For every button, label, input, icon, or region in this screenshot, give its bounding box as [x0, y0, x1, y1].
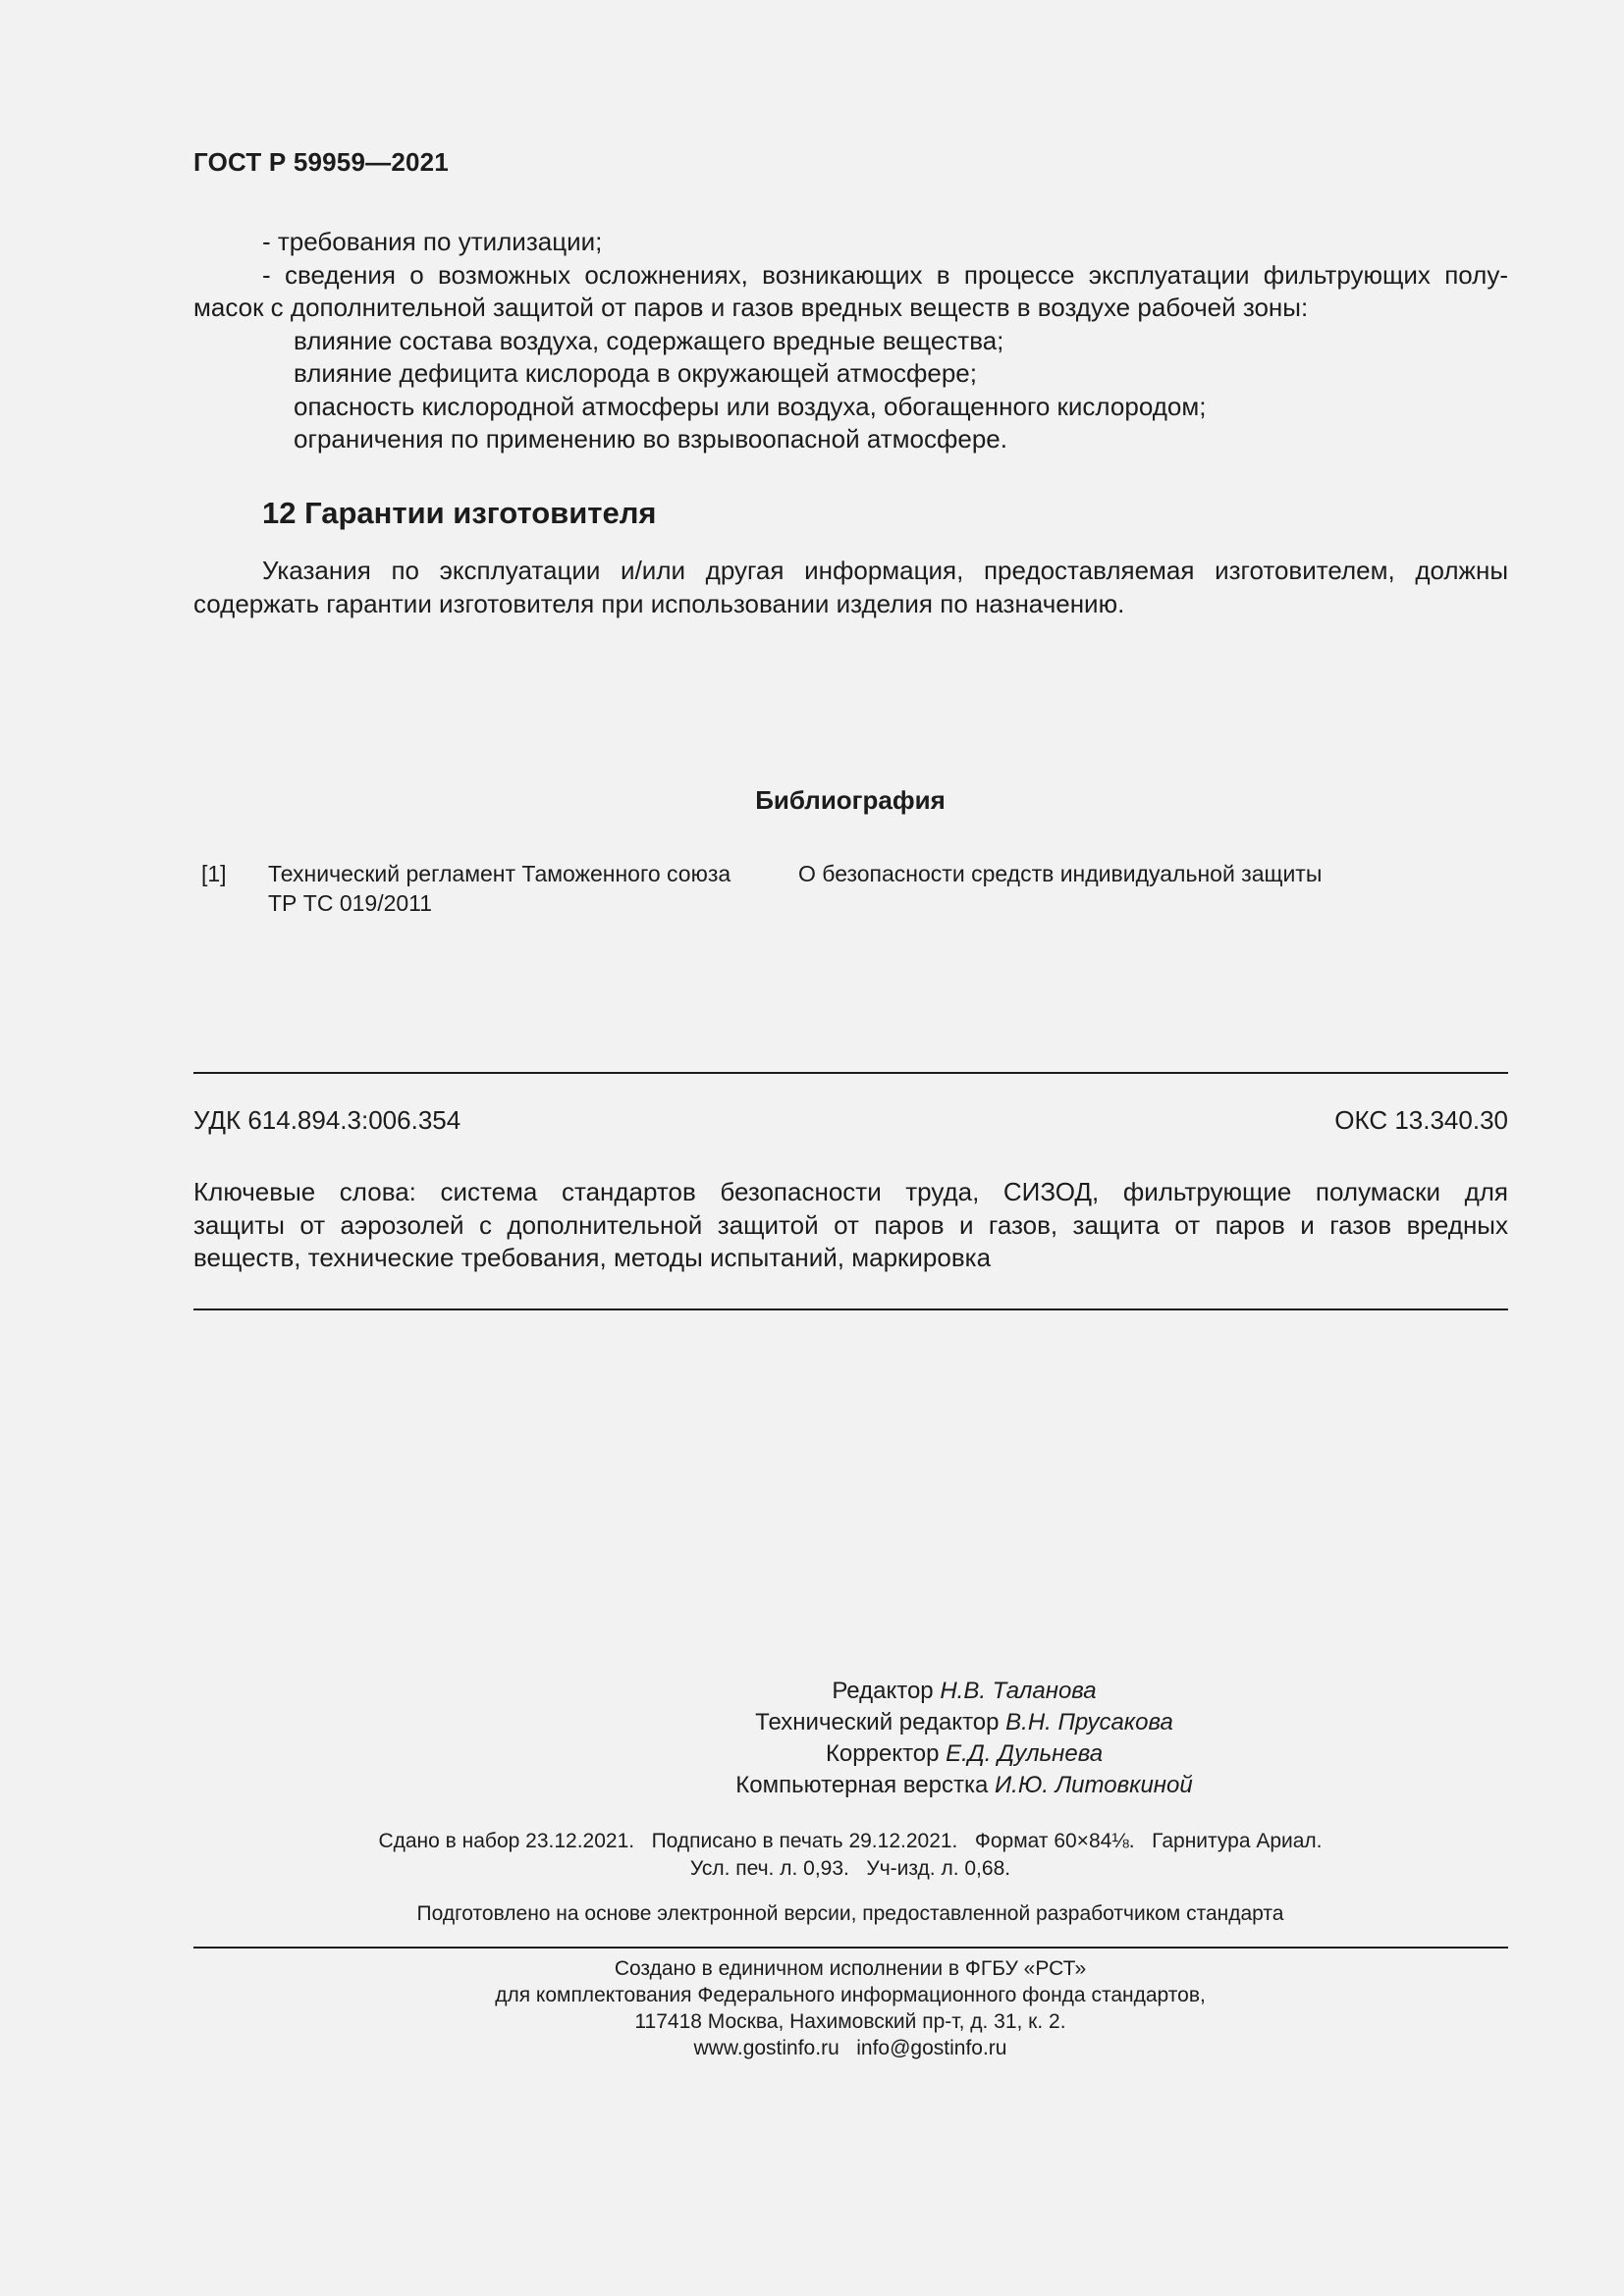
- bibliography-code: ТР ТС 019/2011: [268, 890, 433, 916]
- sub-list-item: опасность кислородной атмосферы или воздуха, обогащенного кислородом;: [294, 391, 1207, 421]
- credit-proofreader: [0, 1738, 1624, 1770]
- list-item: - требования по утилизации;: [262, 227, 603, 256]
- keywords-block: [193, 1176, 1508, 1275]
- credit-name: Н.В. Таланова: [940, 1678, 1097, 1704]
- divider-line: [193, 1947, 1508, 1949]
- credit-role: Редактор: [832, 1678, 934, 1704]
- publisher-line: для комплектования Федерального информационного фонда стандартов,: [495, 1984, 1206, 2006]
- divider-line: [193, 1308, 1508, 1310]
- sub-list-item: влияние состава воздуха, содержащего вредные вещества;: [294, 325, 1004, 355]
- prepared-note: Подготовлено на основе электронной версии, предоставленной разработчиком стандарта: [416, 1902, 1284, 1925]
- keywords-line: веществ, технические требования, методы испытаний, маркировка: [193, 1243, 992, 1272]
- udk-code: УДК 614.894.3:006.354: [193, 1105, 461, 1135]
- keywords-line: Ключевые слова: система стандартов безопасности труда, СИЗОД, фильтрующие полумаски для: [193, 1177, 1508, 1206]
- document-id: ГОСТ Р 59959—2021: [193, 147, 449, 177]
- sub-list-item: влияние дефицита кислорода в окружающей атмосфере;: [294, 358, 977, 388]
- publisher-line: 117418 Москва, Нахимовский пр-т, д. 31, к. 2.: [634, 2010, 1066, 2033]
- bibliography-heading: Библиография: [755, 785, 946, 815]
- section-paragraph: [193, 555, 1508, 620]
- publisher-contacts: www.gostinfo.ru info@gostinfo.ru: [693, 2037, 1007, 2059]
- paragraph-line: содержать гарантии изготовителя при использовании изделия по назначению.: [193, 588, 1125, 618]
- imprint-line: Усл. печ. л. 0,93. Уч-изд. л. 0,68.: [689, 1857, 1011, 1880]
- list-item: - сведения о возможных осложнениях, возникающих в процессе эксплуатации фильтрующих полу-: [262, 259, 1508, 290]
- sub-list-item: ограничения по применению во взрывоопасной атмосфере.: [294, 424, 1007, 454]
- credit-technical-editor: [0, 1707, 1624, 1738]
- keywords-line: защиты от аэрозолей с дополнительной защитой от паров и газов, защита от паров и газов вредных: [193, 1209, 1508, 1240]
- credit-layout: [0, 1770, 1624, 1801]
- bibliography-subject: О безопасности средств индивидуальной защиты: [798, 861, 1323, 886]
- credit-name: Е.Д. Дульнева: [946, 1740, 1104, 1767]
- credit-role: Корректор: [825, 1740, 940, 1767]
- credit-name: В.Н. Прусакова: [1005, 1709, 1173, 1735]
- bibliography-title: Технический регламент Таможенного союза: [268, 861, 731, 886]
- publisher-block: [0, 1955, 1624, 2061]
- credit-role: Компьютерная верстка: [735, 1772, 989, 1798]
- credit-editor: [0, 1676, 1624, 1707]
- imprint-block: [0, 1828, 1624, 1883]
- requirements-list: [193, 226, 1508, 456]
- paragraph-line: Указания по эксплуатации и/или другая информация, предоставляемая изготовителем, должны: [262, 556, 1508, 585]
- credit-name: И.Ю. Литовкиной: [995, 1772, 1193, 1798]
- publisher-line: Создано в единичном исполнении в ФГБУ «РСТ»: [614, 1957, 1087, 1980]
- section-heading: 12 Гарантии изготовителя: [262, 496, 657, 530]
- imprint-line: Сдано в набор 23.12.2021. Подписано в печать 29.12.2021. Формат 60×84⅛. Гарнитура Ариал.: [378, 1830, 1323, 1852]
- bibliography-number: [1]: [201, 861, 227, 886]
- list-item-continuation: масок с дополнительной защитой от паров и газов вредных веществ в воздухе рабочей зоны:: [193, 293, 1309, 322]
- credit-role: Технический редактор: [755, 1709, 1000, 1735]
- credits-block: [0, 1676, 1624, 1801]
- divider-line: [193, 1072, 1508, 1074]
- oks-code: ОКС 13.340.30: [1334, 1105, 1508, 1135]
